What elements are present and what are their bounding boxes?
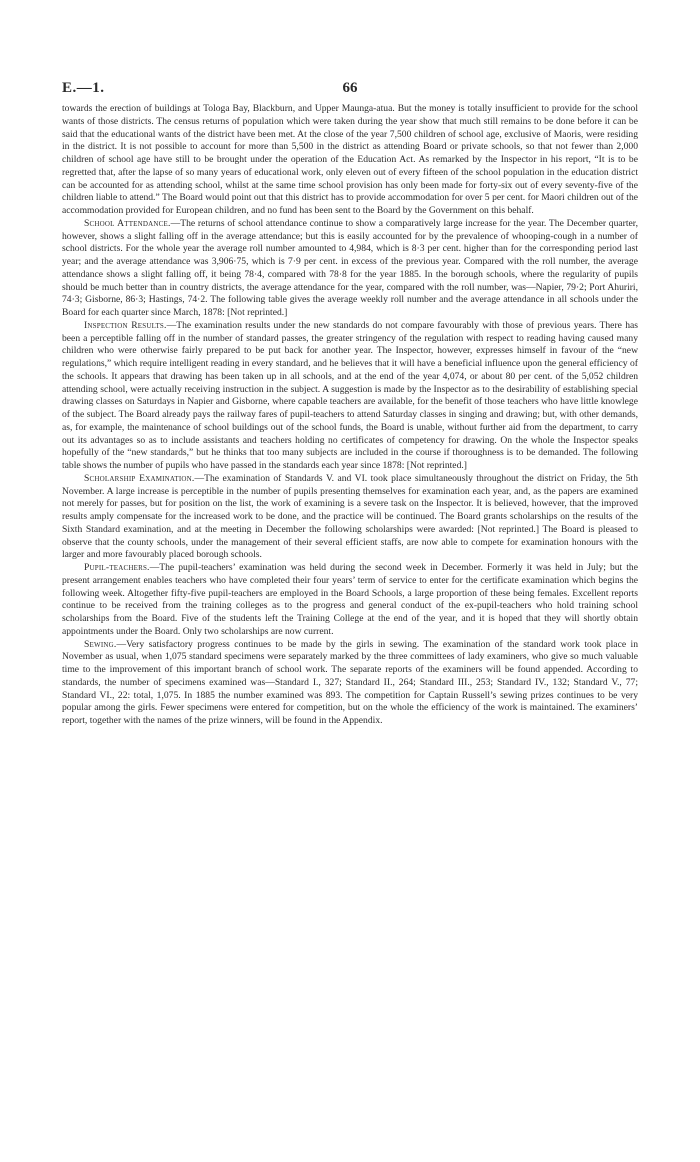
paragraph-text: towards the erection of buildings at Tologa Bay, Blackburn, and Upper Maunga-atua. But the money is totally insufficient to provide for the school wants of those districts. The census returns of population which were taken during the year show that much still remains to be done before it can be said that the educational wants of the district have been met. At the close of the year 7,500 children of school age, exclusive of Maoris, were residing in the district. It is not possible to account for more than 5,500 in the district as attending Board or private schools, so that not fewer than 2,000 children of school age have still to be brought under the operation of the Education Act. As remarked by the Inspector in his report, “It is to be regretted that, after the lapse of so many years of educational work, only eleven out of every fifteen of the school population in the education district can be accounted for as attending school, whilst at the same time school provision has only been made for forty-six out of every seventy-five of the children liable to attend.” The Board would point out that this district has to provide accommodation for over 5 per cent. for Maori children out of the accommodation provided for European children, and no fund has been sent to the Board by the Government on this behalf.	[62, 103, 638, 216]
paragraph-text: —The examination of Standards V. and VI. took place simultaneously throughout the district on Friday, the 5th November. A large increase is perceptible in the number of pupils presenting themselves for examination each year, and, as the papers are examined not merely for passes, but for position on the list, the work of examining is a severe task on the Inspector. It is believed, however, that the improved results amply compensate for the increased work to be done, and the practice will be continued. The Board grants scholarships on the results of the Sixth Standard examination, and at the meeting in December the following scholarships were awarded: [Not reprinted.] The Board is pleased to observe that the county schools, under the management of their several efficient staffs, are now able to compete for examination honours with the larger and more favourably placed borough schools.	[62, 472, 639, 561]
paragraph-text: —The examination results under the new standards do not compare favourably with those of previous years. There has been a perceptible falling off in the number of standard passes, the greater stringency of the regulation with respect to reading having caused many children who were otherwise fairly prepared to be put back for another year. The Inspector, however, expresses himself in favour of the “new regulations,” which require intelligent reading in every standard, and he believes that it will have a beneficial influence upon the general efficiency of the schools. It appears that drawing has been taken up in all schools, and at the end of the year 4,074, or about 80 per cent. of the 5,052 children attending school, were actually receiving instruction in the subject. A suggestion is made by the Inspector as to the desirability of establishing special drawing classes on Saturdays in Napier and Gisborne, where capable teachers are available, for the benefit of those teachers who have little knowlege of the subject. The Board already pays the railway fares of pupil-teachers to attend Saturday classes in singing and drawing; but, with other demands, as, for example, the maintenance of school buildings out of the school funds, the Board is unable, without further aid from the department, to carry out its advantages so as to include assistants and teachers holding no certificates of competency for drawing. On the whole the Inspector speaks hopefully of the “new standards,” but he thinks that too many subjects are included in the course if thoroughness is to be demanded. The following table shows the number of pupils who have passed in the standards each year since 1878: [Not reprinted.]	[62, 319, 638, 471]
paragraph-scholarship-examination	[62, 473, 638, 562]
section-reference: E.—1.	[62, 80, 105, 96]
paragraph-text: —The returns of school attendance continue to show a comparatively large increase for the year. The December quarter, however, shows a slight falling off in the average attendance; but this is easily accounted for by the prevalence of whooping-cough in a number of school districts. For the whole year the average roll number amounted to 4,984, which is 8·3 per cent. higher than for the corresponding period last year; and the average attendance was 3,906·75, which is 7·9 per cent. in excess of the previous year. Compared with the roll number, the average attendance shows a slight falling off, it being 78·4, compared with 78·8 for the year 1885. In the borough schools, where the regularity of pupils should be much better than in country districts, the average attendance for the year, compared with the roll number, was—Napier, 79·2; Port Ahuriri, 74·3; Gisborne, 86·3; Hastings, 74·2. The following table gives the average weekly roll number and the average attendance in all schools under the Board for each quarter since March, 1878: [Not reprinted.]	[62, 217, 638, 318]
paragraph-heading: School Attendance.	[84, 217, 171, 229]
paragraph-text: —Very satisfactory progress continues to be made by the girls in sewing. The examination of the standard work took place in November as usual, when 1,075 standard specimens were separately marked by the three committees of lady examiners, who give so much valuable time to the improvement of this important branch of school work. The separate reports of the examiners will be found appended. According to standards, the number of specimens examined was—Standard I., 327; Standard II., 264; Standard III., 253; Standard IV., 132; Standard V., 77; Standard VI., 22: total, 1,075. In 1885 the number examined was 893. The competition for Captain Russell’s sewing prizes continues to be very popular among the girls. Fewer specimens were entered for competition, but on the whole the efficiency of the work is maintained. The examiners’ report, together with the names of the prize winners, will be found in the Appendix.	[62, 638, 638, 726]
paragraph-inspection-results	[62, 320, 638, 473]
paragraph-text: —The pupil-teachers’ examination was held during the second week in December. Formerly it was held in July; but the present arrangement enables teachers who have completed their four years’ term of service to enter for the certificate examination which begins the following week. Altogether fifty-five pupil-teachers are employed in the Board Schools, a large proportion of these being females. Excellent reports continue to be received from the training colleges as to the progress and general conduct of the ex-pupil-teachers who hold training school scholarships from the Board. Five of the students left the Training College at the end of the year, and it is hoped that they will shortly obtain appointments under the Board. Only two scholarships are now current.	[62, 562, 638, 637]
paragraph-heading: Sewing.	[84, 638, 117, 650]
paragraph-pupil-teachers	[62, 562, 638, 639]
page-header	[62, 80, 638, 102]
paragraph-school-attendance	[62, 218, 638, 320]
paragraph-continuation	[62, 103, 638, 218]
body-text	[62, 103, 638, 728]
paragraph-heading: Inspection Results.	[84, 319, 167, 331]
page-number: 66	[342, 80, 358, 96]
paragraph-sewing	[62, 639, 638, 728]
paragraph-heading: Scholarship Examination.	[84, 472, 195, 484]
paragraph-heading: Pupil-teachers.	[84, 562, 150, 573]
